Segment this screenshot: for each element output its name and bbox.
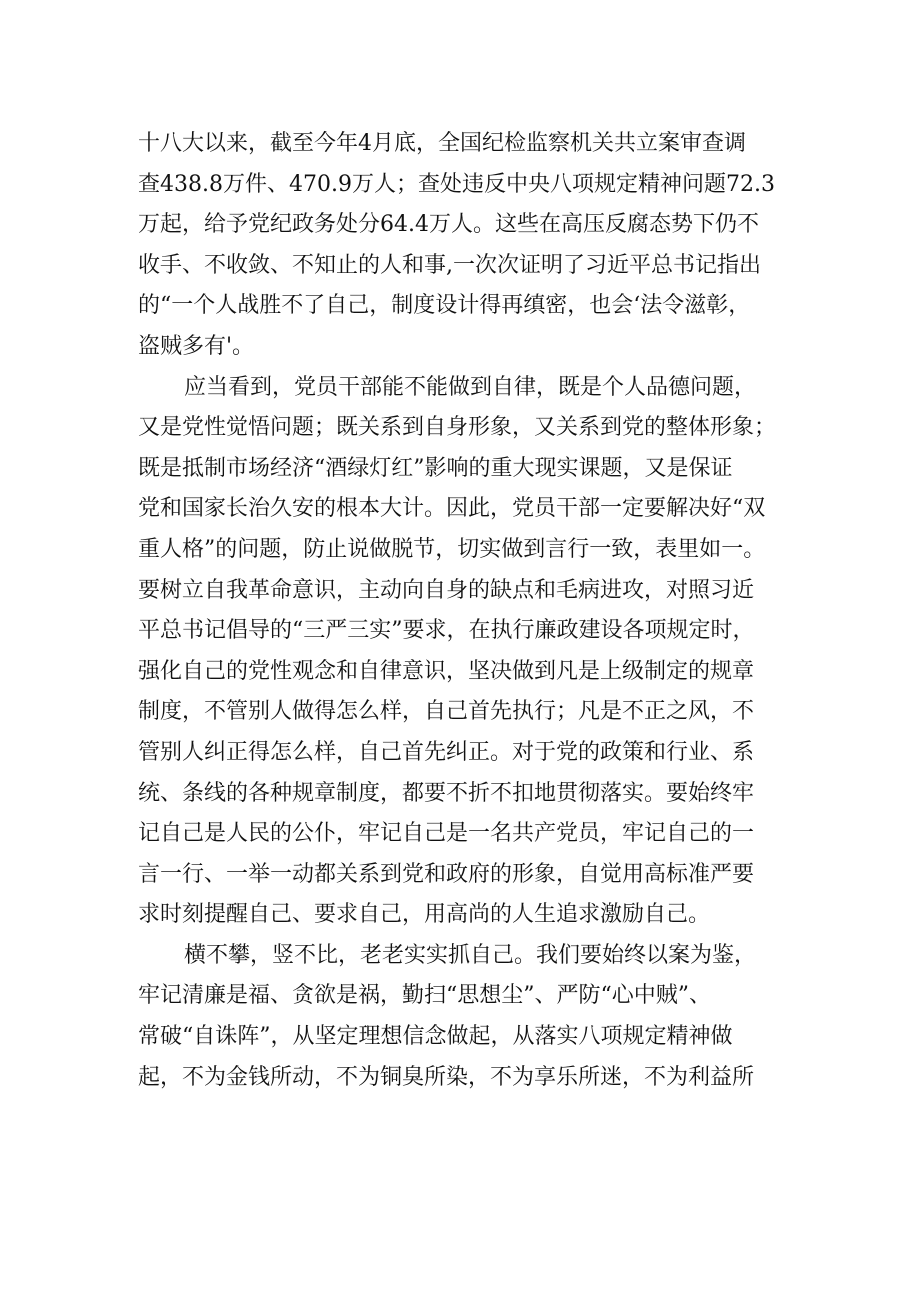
text-line: 记自己是人民的公仆，牢记自己是一名共产党员，牢记自己的一 <box>138 821 755 847</box>
text-line: 常破“自诛阵”，从坚定理想信念做起，从落实八项规定精神做 <box>138 1024 733 1050</box>
text-line: 的“一个人战胜不了自己，制度设计得再缜密，也会‘法令滋彰， <box>138 293 751 319</box>
text-line: 起，不为金钱所动，不为铜臭所染，不为享乐所迷，不为利益所 <box>138 1064 755 1090</box>
text-line: 收手、不收敛、不知止的人和事,一次次证明了习近平总书记指出 <box>138 252 761 278</box>
text-line: 平总书记倡导的“三严三实”要求，在执行廉政建设各项规定时， <box>138 618 755 644</box>
paragraph-first-line: 应当看到，党员干部能不能做到自律，既是个人品德问题， <box>184 374 757 400</box>
text-line: 强化自己的党性观念和自律意识，坚决做到凡是上级制定的规章 <box>138 658 755 684</box>
text-line: 查438.8万件、470.9万人；查处违反中央八项规定精神问题72.3 <box>138 171 775 197</box>
text-line: 管别人纠正得怎么样，自己首先纠正。对于党的政策和行业、系 <box>138 739 755 765</box>
text-line: 重人格”的问题，防止说做脱节，切实做到言行一致，表里如一。 <box>138 536 766 562</box>
text-line: 制度，不管别人做得怎么样，自己首先执行；凡是不正之风，不 <box>138 699 755 725</box>
text-line: 牢记清廉是福、贪欲是祸，勤扫“思想尘”、严防“心中贼”、 <box>138 983 711 1009</box>
text-line: 求时刻提醒自己、要求自己，用高尚的人生追求激励自己。 <box>138 902 711 928</box>
text-line: 言一行、一举一动都关系到党和政府的形象，自觉用高标准严要 <box>138 861 755 887</box>
paragraph-first-line: 横不攀，竖不比，老老实实抓自己。我们要始终以案为鉴， <box>184 942 757 968</box>
text-line: 十八大以来，截至今年4月底，全国纪检监察机关共立案审查调 <box>138 131 746 156</box>
text-line: 盗贼多有'。 <box>138 333 255 359</box>
document-body <box>138 124 798 1098</box>
text-line: 统、条线的各种规章制度，都要不折不扣地贯彻落实。要始终牢 <box>138 780 755 806</box>
text-line: 万起，给予党纪政务处分64.4万人。这些在高压反腐态势下仍不 <box>138 212 759 238</box>
text-line: 要树立自我革命意识，主动向自身的缺点和毛病进攻，对照习近 <box>138 577 755 603</box>
text-line: 党和国家长治久安的根本大计。因此，党员干部一定要解决好“双 <box>138 496 766 522</box>
text-line: 又是党性觉悟问题；既关系到自身形象，又关系到党的整体形象； <box>138 415 777 441</box>
text-line: 既是抵制市场经济“酒绿灯红”影响的重大现实课题，又是保证 <box>138 455 733 481</box>
